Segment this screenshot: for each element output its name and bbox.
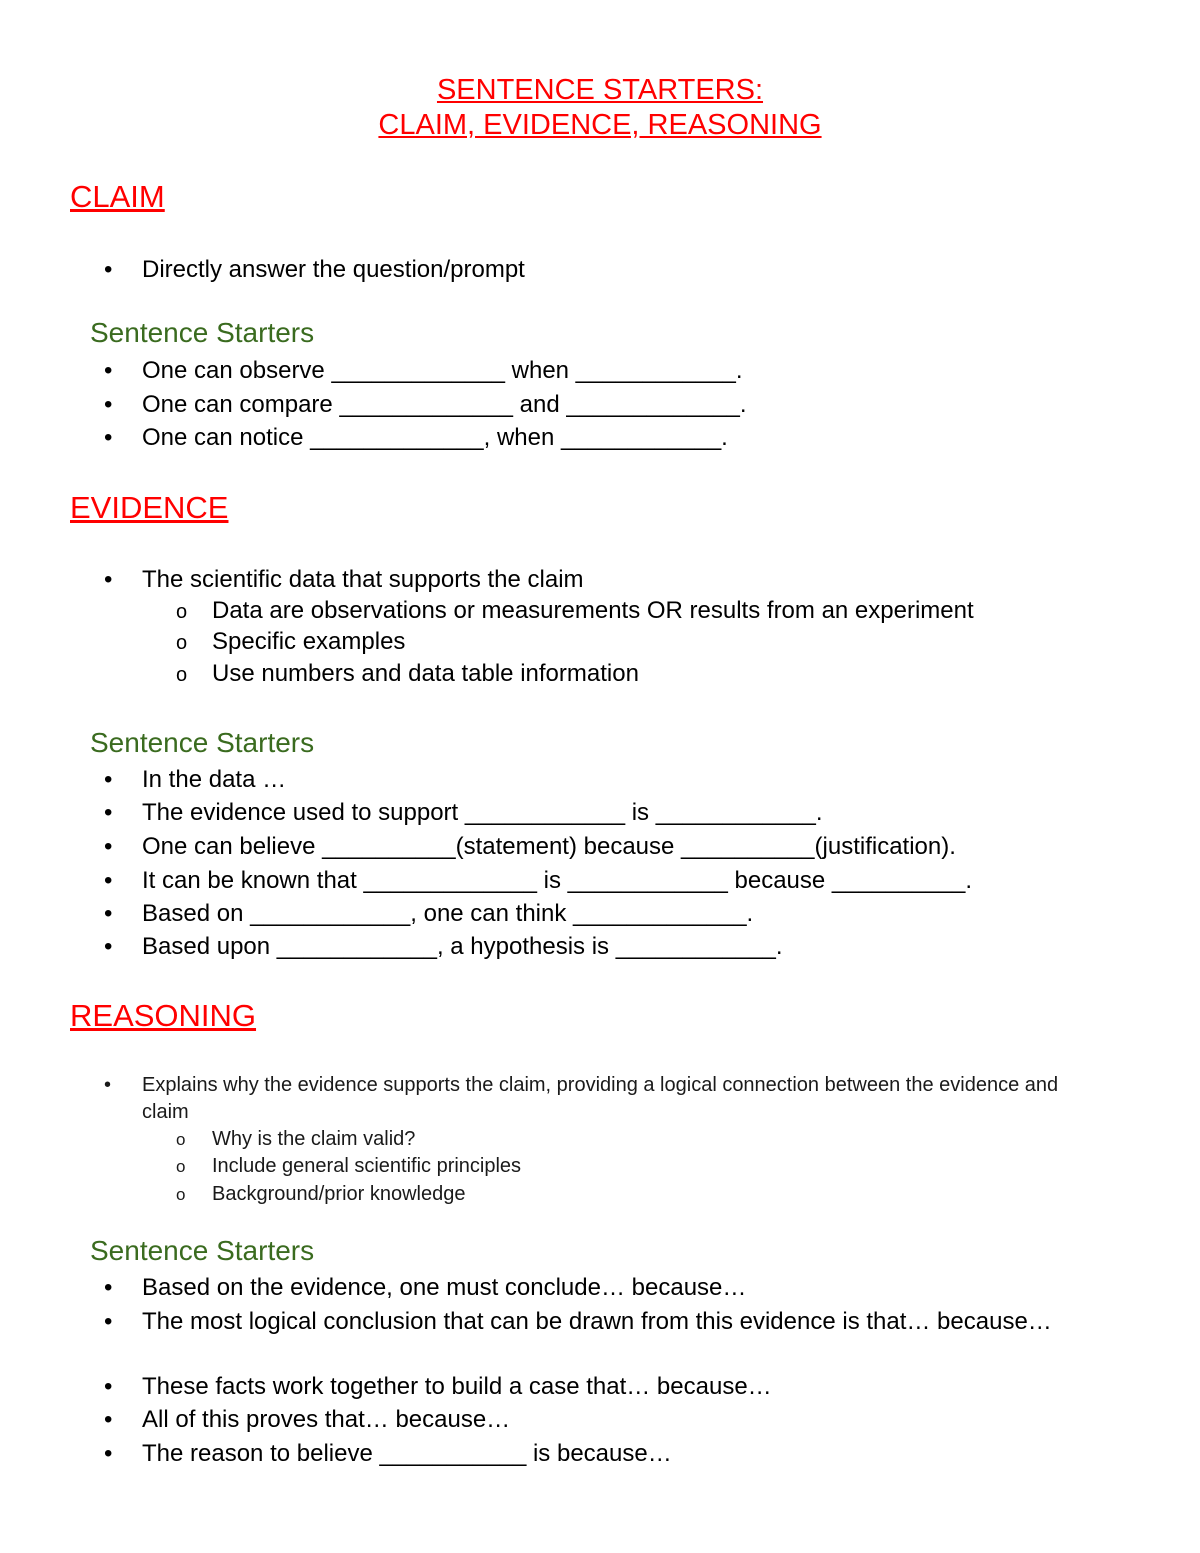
bullet-icon: • [104, 256, 113, 283]
reasoning-starter: The reason to believe ___________ is because… [142, 1440, 672, 1467]
sub-bullet-icon: o [176, 1185, 186, 1204]
evidence-starter: One can believe __________(statement) because __________(justification). [142, 833, 956, 860]
bullet-icon: • [104, 424, 113, 451]
list-item [176, 1126, 415, 1153]
bullet-icon: • [104, 566, 113, 593]
reasoning-point: Explains why the evidence supports the claim, providing a logical connection between the evidence and claim [142, 1074, 1059, 1123]
evidence-starters-heading: Sentence Starters [90, 727, 315, 758]
claim-starter: One can notice _____________, when ____________. [142, 424, 728, 451]
reasoning-starters-heading: Sentence Starters [90, 1235, 315, 1266]
bullet-icon: • [104, 867, 113, 894]
bullet-icon: • [104, 1373, 113, 1400]
list-item [176, 659, 639, 690]
evidence-point: The scientific data that supports the claim [142, 566, 584, 593]
evidence-starter: In the data … [142, 766, 287, 793]
bullet-icon: • [104, 391, 113, 418]
bullet-icon: • [104, 900, 113, 927]
claim-starter: One can observe _____________ when ____________. [142, 357, 743, 384]
reasoning-starter: Based on the evidence, one must conclude… because… [142, 1274, 747, 1301]
evidence-starter: The evidence used to support ____________ is ____________. [142, 799, 823, 826]
reasoning-subpoint: Include general scientific principles [212, 1155, 522, 1177]
claim-starters-heading: Sentence Starters [90, 317, 315, 348]
sub-bullet-icon: o [176, 664, 188, 686]
evidence-subpoint: Specific examples [212, 628, 406, 655]
document-title-line2: CLAIM, EVIDENCE, REASONING [378, 109, 822, 141]
claim-point: Directly answer the question/prompt [142, 256, 525, 283]
evidence-subpoint: Use numbers and data table information [212, 660, 639, 687]
bullet-icon: • [104, 357, 113, 384]
bullet-icon: • [104, 1406, 113, 1433]
list-item [176, 596, 974, 627]
evidence-starter: Based on ____________, one can think _____________. [142, 900, 754, 927]
reasoning-heading: REASONING [70, 998, 257, 1033]
sub-bullet-icon: o [176, 1157, 186, 1176]
reasoning-starter: The most logical conclusion that can be drawn from this evidence is that… because… [142, 1308, 1052, 1335]
evidence-subpoint: Data are observations or measurements OR results from an experiment [212, 597, 974, 624]
list-item [176, 1181, 466, 1208]
bullet-icon: • [104, 1274, 113, 1301]
bullet-icon: • [104, 1308, 113, 1335]
sub-bullet-icon: o [176, 601, 188, 623]
bullet-icon: • [104, 1074, 112, 1096]
bullet-icon: • [104, 933, 113, 960]
evidence-starter: It can be known that _____________ is ____________ because __________. [142, 867, 973, 894]
sub-bullet-icon: o [176, 1130, 186, 1149]
document-title-line1: SENTENCE STARTERS: [436, 74, 764, 106]
list-item [176, 627, 405, 658]
bullet-icon: • [104, 833, 113, 860]
reasoning-starter: All of this proves that… because… [142, 1406, 511, 1433]
evidence-heading: EVIDENCE [70, 490, 229, 525]
claim-starter: One can compare _____________ and _____________. [142, 391, 747, 418]
evidence-starter: Based upon ____________, a hypothesis is ____________. [142, 933, 783, 960]
bullet-icon: • [104, 799, 113, 826]
claim-heading: CLAIM [70, 179, 165, 214]
list-item [176, 1153, 521, 1180]
bullet-icon: • [104, 766, 113, 793]
reasoning-subpoint: Why is the claim valid? [212, 1128, 416, 1150]
bullet-icon: • [104, 1440, 113, 1467]
reasoning-starter: These facts work together to build a case that… because… [142, 1373, 772, 1400]
sub-bullet-icon: o [176, 632, 188, 654]
reasoning-subpoint: Background/prior knowledge [212, 1183, 466, 1205]
